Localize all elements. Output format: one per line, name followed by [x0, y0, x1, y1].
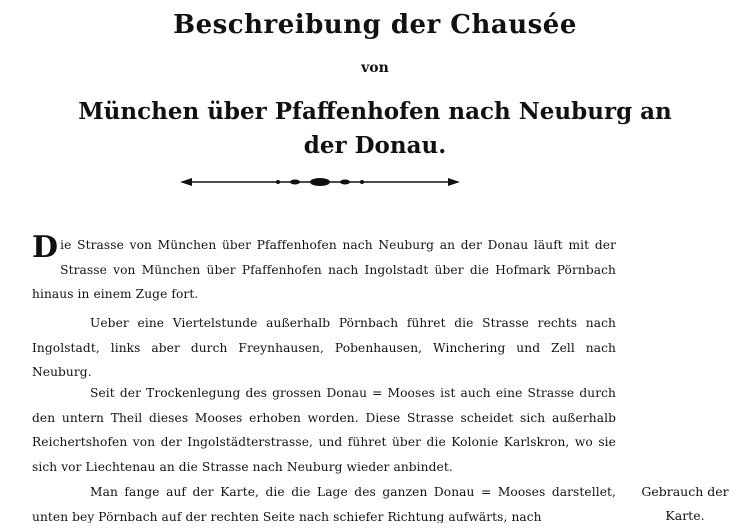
route-heading-line-2: der Donau. [303, 132, 447, 159]
title: Beschreibung der Chausée [173, 10, 577, 40]
margin-note: Gebrauch der Karte. [641, 484, 729, 523]
paragraph-4-text: Man fange auf der Karte, die die Lage des ganzen Donau = Mooses darstellet, unten bey Pörnbach auf der rechten Seite nach schiefer Richtung aufwärts, nach [32, 485, 616, 523]
paragraph-1-text: ie Strasse von München über Pfaffenhofen nach Neuburg an der Donau läuft mit der Strasse von München über Pfaffenhofen nach Ingolstadt über die Hofmark Pörnbach hinaus in einem Zuge fort. [32, 238, 616, 301]
paragraph-3-text: Seit der Trockenlegung des grossen Donau = Mooses ist auch eine Strasse durch den untern Theil dieses Mooses erhoben worden. Diese Strasse scheidet sich außerhalb Reichertshofen von der Ingolstädterstrasse, und führet über die Kolonie Karlskron, wo sie sich vor Liechtenau an die Strasse nach Neuburg wieder anbindet. [32, 386, 616, 474]
paragraph-2-text: Ueber eine Viertelstunde außerhalb Pörnbach führet die Strasse rechts nach Ingolstadt, links aber durch Freynhausen, Pobenhausen, Winchering und Zell nach Neuburg. [32, 316, 616, 379]
paragraph-3 [32, 381, 616, 479]
paragraph-2 [32, 311, 616, 385]
paragraph-1 [32, 230, 616, 307]
route-heading-line-1: München über Pfaffenhofen nach Neuburg an [78, 98, 672, 125]
ornament-divider [180, 172, 460, 192]
connector-text: von [361, 60, 389, 76]
paragraph-4 [32, 480, 616, 523]
drop-cap: D [32, 230, 59, 265]
